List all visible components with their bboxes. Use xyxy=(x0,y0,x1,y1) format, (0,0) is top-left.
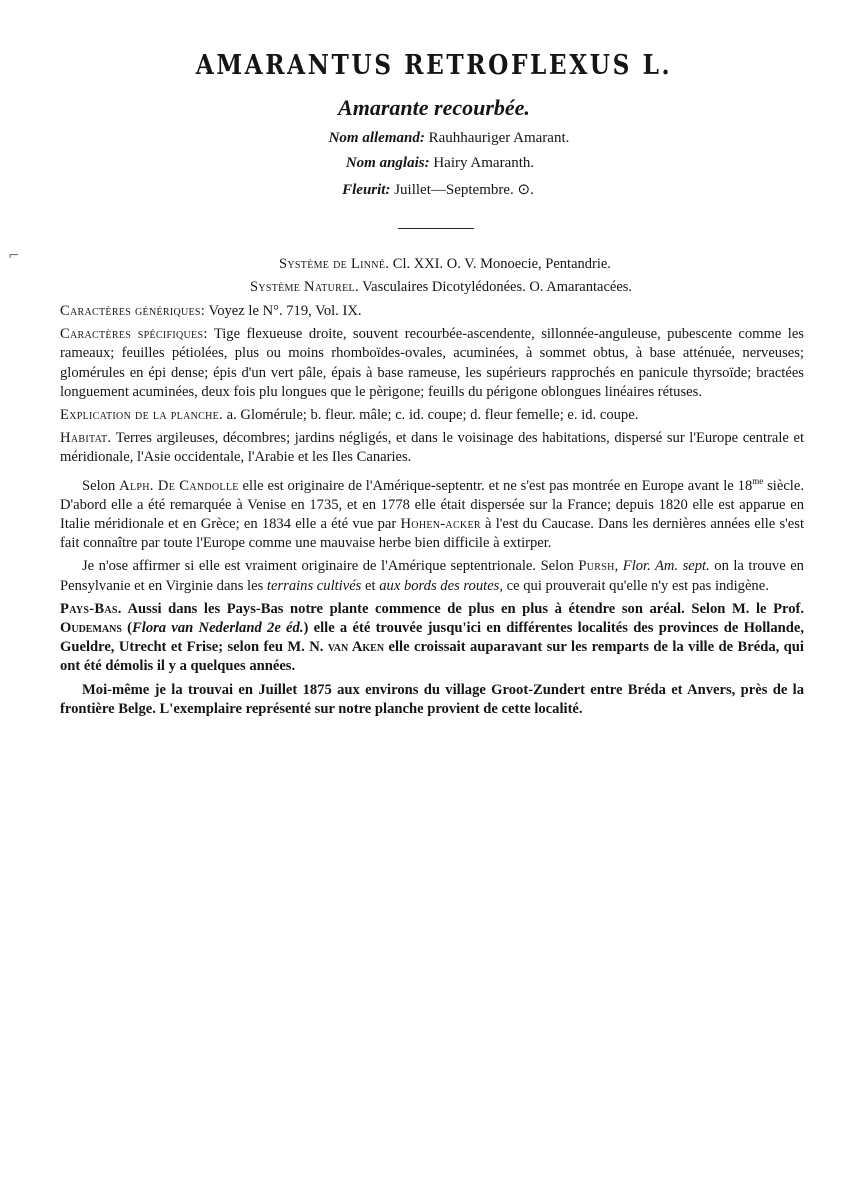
specific-characters-text: Tige flexueuse droite, souvent recourbée-ascendente, sillonnée-anguleuse, pubescente comme les rameaux; feuilles pétiolées, plus ou moins rhomboïdes-ovales, acuminées, à sommet obtus, à base atténuée, nerveuses; glomérules en épi dense; épis d'un vert pâle, épais à base rameuse, les supérieurs rapprochés en panicule thyrsoïde; bractées longuement acuminées, deux fois plu longues que le pèrigone; feuills du périgone oblongues linéaires rétuses. xyxy=(60,326,804,400)
netherlands-label: Pays-Bas. xyxy=(60,600,122,617)
margin-mark: ⌐ xyxy=(8,248,20,264)
english-name-line xyxy=(0,155,868,172)
pursh-roadsides: aux bords des routes xyxy=(379,577,500,594)
van-aken-name: van Aken xyxy=(327,639,385,656)
oudemans-name: Oudemans xyxy=(60,619,122,636)
author-finding-paragraph: Moi-même je la trouvai en Juillet 1875 aux environs du village Groot-Zundert entre Bréda et Anvers, près de la frontière Belge. L'exemplaire représenté sur notre planche provient de cette localité. xyxy=(60,681,804,717)
netherlands-text-1: Aussi dans les Pays-Bas notre plante commence de plus en plus à étendre son aréal. Selon M. le Prof. xyxy=(127,600,804,617)
pursh-reference: Flor. Am. sept. xyxy=(622,558,710,575)
netherlands-paragraph: Pays-Bas. Aussi dans les Pays-Bas notre plante commence de plus en plus à étendre son aréal. Selon M. le Prof. Oudemans (Flora van Nederland 2e éd.) elle a été trouvée jusqu'ici en différentes localités des provinces de Hollande, Gueldre, Utrecht et Frise; selon feu M. N. van Aken elle croissait auparavant sur les remparts de la ville de Bréda, qui ont été démolis il y a quelques années. xyxy=(60,600,804,675)
candolle-text-4: à l'est du Caucase. Dans les dernières années elle s'est fait connaître par toute l'Europe comme une mauvaise herbe bien difficile à extirper. xyxy=(60,515,804,552)
candolle-text-2: elle est originaire de l'Amérique-septentr. et ne s'est pas montrée en Europe avant le xyxy=(242,477,734,494)
habitat-label: Habitat. xyxy=(60,430,112,447)
divider-rule xyxy=(398,228,474,229)
linnean-system-label: Système de Linné. xyxy=(279,256,390,272)
german-name-line xyxy=(0,130,868,147)
pursh-text-3: et xyxy=(365,577,376,594)
generic-characters-label: Caractères génériques: xyxy=(60,303,206,319)
flowering-value: Juillet—Septembre. ⊙. xyxy=(394,182,534,198)
habitat-text: Terres argileuses, décombres; jardins négligés, et dans le voisinage des habitations, dispersé sur l'Europe centrale et méridionale, l'Asie occidentale, l'Arabie et les Iles Canaries. xyxy=(60,430,805,466)
specific-characters-paragraph xyxy=(60,325,804,402)
candolle-name: Alph. De Candolle xyxy=(119,477,239,494)
candolle-text-3: siècle. D'abord elle a été remarquée à Venise en 1735, et en 1778 elle était dispersée sur la France; depuis 1820 elle est apparue en Italie méridionale et en Grèce; en 1834 elle a été vue par xyxy=(60,477,804,532)
hohenacker-name: Hohen-acker xyxy=(400,515,481,532)
pursh-text-4: , ce qui prouverait qu'elle n'y est pas indigène. xyxy=(499,577,769,594)
netherlands-text-2: elle a été trouvée jusqu'ici en différentes localités des provinces de Hollande, Gueldre, Utrecht et Frise; selon feu M. N. xyxy=(60,619,804,656)
candolle-century: 18 xyxy=(737,477,753,494)
plate-explanation-label: Explication de la planche. xyxy=(60,407,223,424)
german-name-value: Rauhhauriger Amarant. xyxy=(428,130,570,146)
english-name-value: Hairy Amaranth. xyxy=(433,155,535,171)
plate-explanation-paragraph xyxy=(60,406,804,425)
flora-reference: Flora van Nederland 2e éd. xyxy=(132,619,304,636)
flowering-label: Fleurit: xyxy=(342,182,391,198)
french-name: Amarante recourbée. xyxy=(338,95,530,120)
linnean-system-value: Cl. XXI. O. V. Monoecie, Pentandrie. xyxy=(392,256,611,272)
candolle-century-suffix: me xyxy=(752,475,764,486)
netherlands-text-3: elle croissait auparavant sur les remparts de la ville de Bréda, qui ont été démolis il y a quelques années. xyxy=(60,639,804,675)
specific-characters-label: Caractères spécifiques: xyxy=(60,326,208,343)
plate-explanation-text: a. Glomérule; b. fleur. mâle; c. id. coupe; d. fleur femelle; e. id. coupe. xyxy=(226,407,639,424)
habitat-paragraph xyxy=(60,429,804,467)
candolle-paragraph xyxy=(60,472,804,554)
generic-characters-paragraph xyxy=(60,302,804,321)
generic-characters-text: Voyez le N°. 719, Vol. IX. xyxy=(208,303,362,319)
natural-system-line xyxy=(0,279,868,296)
description-body xyxy=(60,302,804,723)
candolle-text-1: Selon xyxy=(82,477,116,494)
pursh-name: Pursh xyxy=(578,558,615,575)
english-name-label: Nom anglais: xyxy=(345,155,430,171)
pursh-paragraph: Je n'ose affirmer si elle est vraiment originaire de l'Amérique septentrionale. Selon Pursh, Flor. Am. sept. on la trouve en Pensylvanie et en Virginie dans les terrains cultivés et aux bords des routes, ce qui prouverait qu'elle n'y est pas indigène. xyxy=(60,558,804,594)
pursh-cultivated: terrains cultivés xyxy=(266,577,362,594)
flowering-line xyxy=(0,180,868,199)
linnean-system-line xyxy=(0,256,868,273)
natural-system-label: Système Naturel. xyxy=(249,279,359,295)
species-title: AMARANTUS RETROFLEXUS L. xyxy=(195,50,673,81)
german-name-label: Nom allemand: xyxy=(328,130,425,146)
natural-system-value: Vasculaires Dicotylédonées. O. Amarantacées. xyxy=(362,279,633,295)
pursh-text-2: on la trouve en Pensylvanie et en Virginie dans les xyxy=(60,558,804,594)
pursh-text-1: Je n'ose affirmer si elle est vraiment originaire de l'Amérique septentrionale. Selon xyxy=(82,558,574,575)
